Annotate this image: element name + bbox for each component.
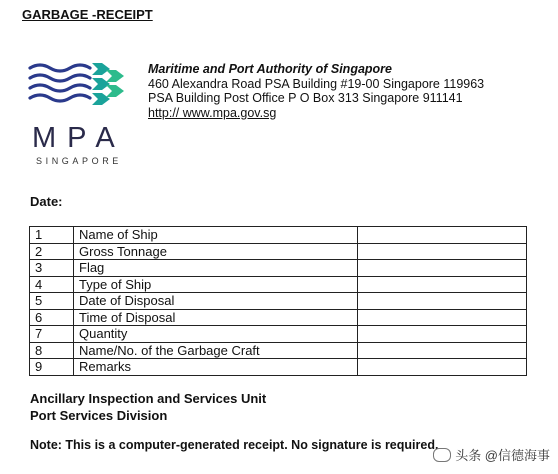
row-label: Date of Disposal <box>74 293 358 310</box>
logo-subtitle: SINGAPORE <box>36 156 122 166</box>
table-row <box>30 359 527 376</box>
watermark-text: 头条 @信德海事 <box>455 448 550 463</box>
row-number: 4 <box>30 276 74 293</box>
row-number: 2 <box>30 243 74 260</box>
organization-name: Maritime and Port Authority of Singapore <box>148 62 392 76</box>
row-number: 5 <box>30 293 74 310</box>
mpa-logo <box>26 60 138 172</box>
row-number: 9 <box>30 359 74 376</box>
row-value <box>358 260 527 277</box>
row-label: Flag <box>74 260 358 277</box>
table-row <box>30 309 527 326</box>
unit-name: Ancillary Inspection and Services Unit <box>30 391 267 406</box>
row-value <box>358 293 527 310</box>
table-row <box>30 293 527 310</box>
division-name: Port Services Division <box>30 408 168 423</box>
row-label: Type of Ship <box>74 276 358 293</box>
issuing-unit <box>30 390 266 424</box>
row-value <box>358 326 527 343</box>
row-label: Gross Tonnage <box>74 243 358 260</box>
table-row <box>30 260 527 277</box>
row-label: Time of Disposal <box>74 309 358 326</box>
mpa-wave-icon <box>26 60 138 120</box>
row-number: 6 <box>30 309 74 326</box>
receipt-table <box>29 226 527 376</box>
address-line-1: 460 Alexandra Road PSA Building #19-00 Singapore 119963 <box>148 76 485 91</box>
row-value <box>358 227 527 244</box>
row-value <box>358 342 527 359</box>
row-value <box>358 243 527 260</box>
row-label: Quantity <box>74 326 358 343</box>
table-row <box>30 227 527 244</box>
row-value <box>358 309 527 326</box>
row-number: 1 <box>30 227 74 244</box>
row-label: Remarks <box>74 359 358 376</box>
row-number: 3 <box>30 260 74 277</box>
row-label: Name of Ship <box>74 227 358 244</box>
table-row <box>30 243 527 260</box>
row-number: 8 <box>30 342 74 359</box>
row-number: 7 <box>30 326 74 343</box>
watermark <box>433 445 550 464</box>
date-label: Date: <box>30 194 63 209</box>
organization-block <box>148 62 484 120</box>
address-line-2: PSA Building Post Office P O Box 313 Singapore 911141 <box>148 91 463 105</box>
table-row <box>30 326 527 343</box>
row-value <box>358 359 527 376</box>
row-label: Name/No. of the Garbage Craft <box>74 342 358 359</box>
chat-bubble-icon <box>433 448 451 462</box>
row-value <box>358 276 527 293</box>
logo-letters: MPA <box>32 122 126 154</box>
table-row <box>30 276 527 293</box>
website-link[interactable]: http:// www.mpa.gov.sg <box>148 105 277 120</box>
table-row <box>30 342 527 359</box>
document-title: GARBAGE -RECEIPT <box>22 7 153 22</box>
receipt-note: Note: This is a computer-generated receipt. No signature is required. <box>30 438 439 452</box>
